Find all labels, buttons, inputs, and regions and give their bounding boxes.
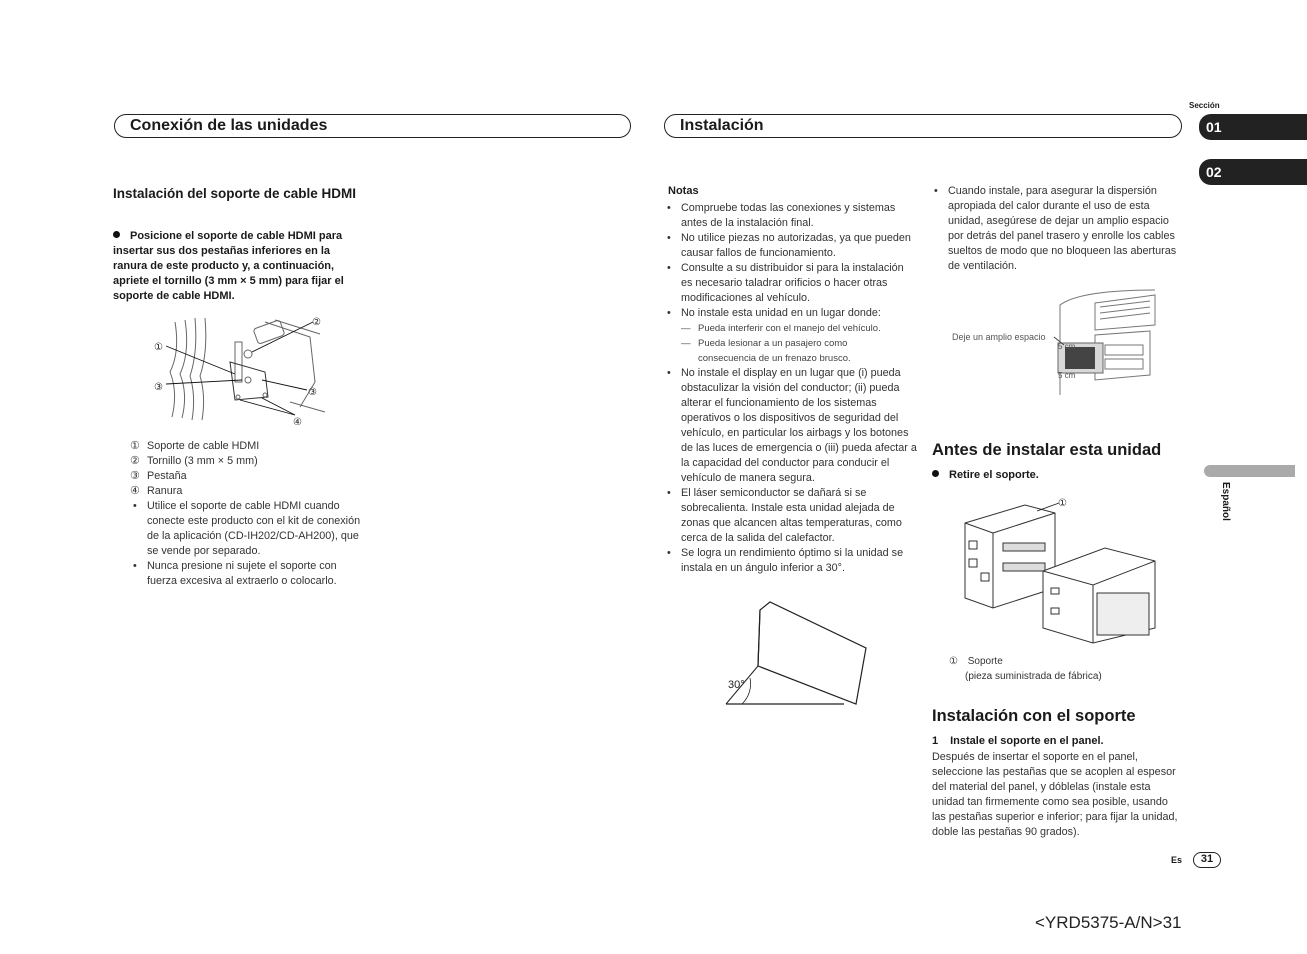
tab-icon (236, 395, 240, 399)
connector-outline (180, 320, 187, 418)
note-item: • No utilice piezas no autorizadas, ya que pueden causar fallos de funcionamiento. (665, 231, 915, 261)
dim-label-a: 5 cm (1058, 342, 1076, 351)
legend-text: Tornillo (3 mm × 5 mm) (147, 455, 258, 467)
sleeve-tab (981, 573, 989, 581)
legend-number: ④ (130, 485, 140, 497)
sleeve-slot (1003, 543, 1045, 551)
sleeve-slot (1003, 563, 1045, 571)
remove-bracket-text: Retire el soporte. (949, 469, 1039, 481)
bracket-callout: ① (1058, 498, 1067, 509)
connector-outline (190, 318, 196, 420)
callout-1: ① (154, 342, 163, 353)
angle-illustration (722, 598, 882, 708)
hdmi-note: • Utilice el soporte de cable HDMI cuando conecte este producto con el kit de conexión de la aplicación (CD-IH202/CD-AH200), que se vende por separado. (131, 499, 363, 559)
mounting-sleeve (965, 505, 1055, 608)
section-tab-01 (1199, 114, 1307, 140)
step-number: 1 (932, 735, 939, 747)
page-number: 31 (1200, 853, 1214, 865)
step-1-body: Después de insertar el soporte en el panel, seleccione las pestañas que se acoplen al espesor del material del panel, y dóblelas (instale esta unidad tan firmemente como sea posible, usando las pestañas superior e inferior; para fijar la unidad, doble las pestañas 90 grados). (932, 751, 1178, 838)
callout-line (262, 380, 307, 390)
legend-number: ② (130, 455, 140, 467)
note-item: • No instale esta unidad en un lugar donde: (665, 306, 915, 321)
callout-line (166, 346, 235, 374)
before-install-heading: Antes de instalar esta unidad (932, 441, 1162, 459)
bracket-post (235, 342, 242, 382)
legend-item (130, 484, 370, 499)
left-section-title: Conexión de las unidades (130, 117, 328, 134)
sleeve-tab (969, 541, 977, 549)
angle-label: 30° (728, 679, 745, 691)
vent-lines (1100, 301, 1150, 319)
document-code: <YRD5375-A/N>31 (1035, 913, 1182, 932)
callout-3-right: ③ (308, 387, 317, 398)
bracket-legend (949, 654, 1003, 669)
sub-note-item: — Pueda interferir con el manejo del vehículo. (681, 321, 907, 336)
legend-number: ① (130, 440, 140, 452)
bracket-legend-sub: (pieza suministrada de fábrica) (965, 671, 1102, 682)
legend-text: Pestaña (147, 470, 187, 482)
hdmi-notes-list (131, 499, 363, 589)
legend-text: Ranura (147, 485, 183, 497)
remove-bracket-instruction (932, 468, 1039, 483)
unit-face (1105, 359, 1143, 369)
bracket-legend-text: Soporte (967, 656, 1003, 667)
hdmi-instruction-text: Posicione el soporte de cable HDMI para insertar sus dos pestañas inferiores en la ranura de este producto y, a continuación, apriete el tornillo (3 mm × 5 mm) para fijar el soporte de cable HDMI. (113, 230, 344, 302)
callout-3-left: ③ (154, 382, 163, 393)
notes-list (665, 201, 915, 321)
language-tab (1204, 465, 1295, 477)
tab-icon (263, 393, 267, 397)
bracket-removal-illustration (955, 493, 1165, 648)
head-unit-face (1097, 593, 1149, 635)
hdmi-heading: Instalación del soporte de cable HDMI (113, 186, 357, 201)
language-label: Español (1220, 482, 1231, 521)
callout-line (240, 400, 295, 415)
bullet-dot-icon (113, 231, 120, 238)
note-item: • Se logra un rendimiento óptimo si la unidad se instala en un ángulo inferior a 30°. (665, 546, 917, 576)
hdmi-instruction (113, 229, 365, 304)
hdmi-legend-list (130, 439, 370, 499)
section-tab-02 (1199, 159, 1307, 185)
section-tab-01-label: 01 (1206, 119, 1222, 135)
space-label: Deje un amplio espacio (952, 332, 1046, 342)
note-item: • Consulte a su distribuidor si para la instalación es necesario taladrar orificios o hacer otras modificaciones al vehículo. (665, 261, 915, 306)
hdmi-note: • Nunca presione ni sujete el soporte con fuerza excesiva al extraerlo o colocarlo. (131, 559, 363, 589)
unit-body (758, 602, 866, 704)
section-tab-02-label: 02 (1206, 164, 1222, 180)
note-item: • Compruebe todas las conexiones y sistemas antes de la instalación final. (665, 201, 915, 231)
callout-line (1037, 503, 1059, 511)
callout-line (262, 398, 295, 415)
note-item: • No instale el display en un lugar que (i) pueda obstaculizar la visión del conductor; (ii) pueda alterar el funcionamiento de los sistemas operativos o los dispositivos de seguridad del vehículo, en particular los airbags y los botones de las luces de emergencia o (iii) pueda afectar a la capacidad del conductor para conducir el vehículo de manera segura. (665, 366, 917, 486)
unit-screw-hole (1051, 608, 1059, 614)
unit-face (1105, 345, 1143, 355)
connector-outline (170, 322, 177, 417)
step-title-text: Instale el soporte en el panel. (950, 735, 1104, 747)
right-section-header (664, 114, 1182, 138)
callout-line (166, 380, 242, 384)
ventilation-note (932, 184, 1182, 274)
chassis-outline (290, 402, 325, 412)
legend-item (130, 454, 370, 469)
connector-outline (200, 318, 206, 420)
legend-item (130, 439, 370, 454)
callout-2: ② (312, 317, 321, 328)
step-1-title (932, 734, 1104, 749)
legend-item (130, 469, 370, 484)
notes-title: Notas (668, 185, 699, 197)
dim-label-b: 5 cm (1058, 371, 1076, 380)
section-label: Sección (1189, 101, 1220, 110)
sleeve-tab (969, 559, 977, 567)
sub-note-item: — Pueda lesionar a un pasajero como consecuencia de un frenazo brusco. (681, 336, 907, 366)
note-item: • El láser semiconductor se dañará si se sobrecalienta. Instale esta unidad alejada de zonas que alcancen altas temperaturas, como cerca de la salida del calefactor. (665, 486, 917, 546)
right-section-title: Instalación (680, 117, 764, 134)
hdmi-bracket-illustration (150, 312, 330, 432)
left-section-header (114, 114, 631, 138)
bullet-dot-icon (932, 470, 939, 477)
bracket-plate (230, 362, 268, 400)
notes-list-2 (665, 366, 917, 576)
callout-4: ④ (293, 417, 302, 428)
unit-screw-hole (1051, 588, 1059, 594)
sub-notes-list (681, 321, 907, 366)
screw-icon (245, 377, 251, 383)
ventilation-note-text: • Cuando instale, para asegurar la dispersión apropiada del calor durante el uso de esta unidad, asegúrese de dejar un amplio espacio por detrás del panel trasero y enrolle los cables sueltos de modo que no bloqueen las aberturas de ventilación. (932, 184, 1182, 274)
port-outline (253, 320, 285, 345)
bracket-legend-number: ① (949, 656, 958, 667)
page-number-badge (1193, 852, 1221, 868)
install-with-bracket-heading: Instalación con el soporte (932, 707, 1136, 725)
screw-icon (244, 350, 252, 358)
legend-text: Soporte de cable HDMI (147, 440, 260, 452)
dashboard-space-illustration (950, 285, 1160, 400)
language-code: Es (1171, 855, 1183, 865)
legend-number: ③ (130, 470, 140, 482)
